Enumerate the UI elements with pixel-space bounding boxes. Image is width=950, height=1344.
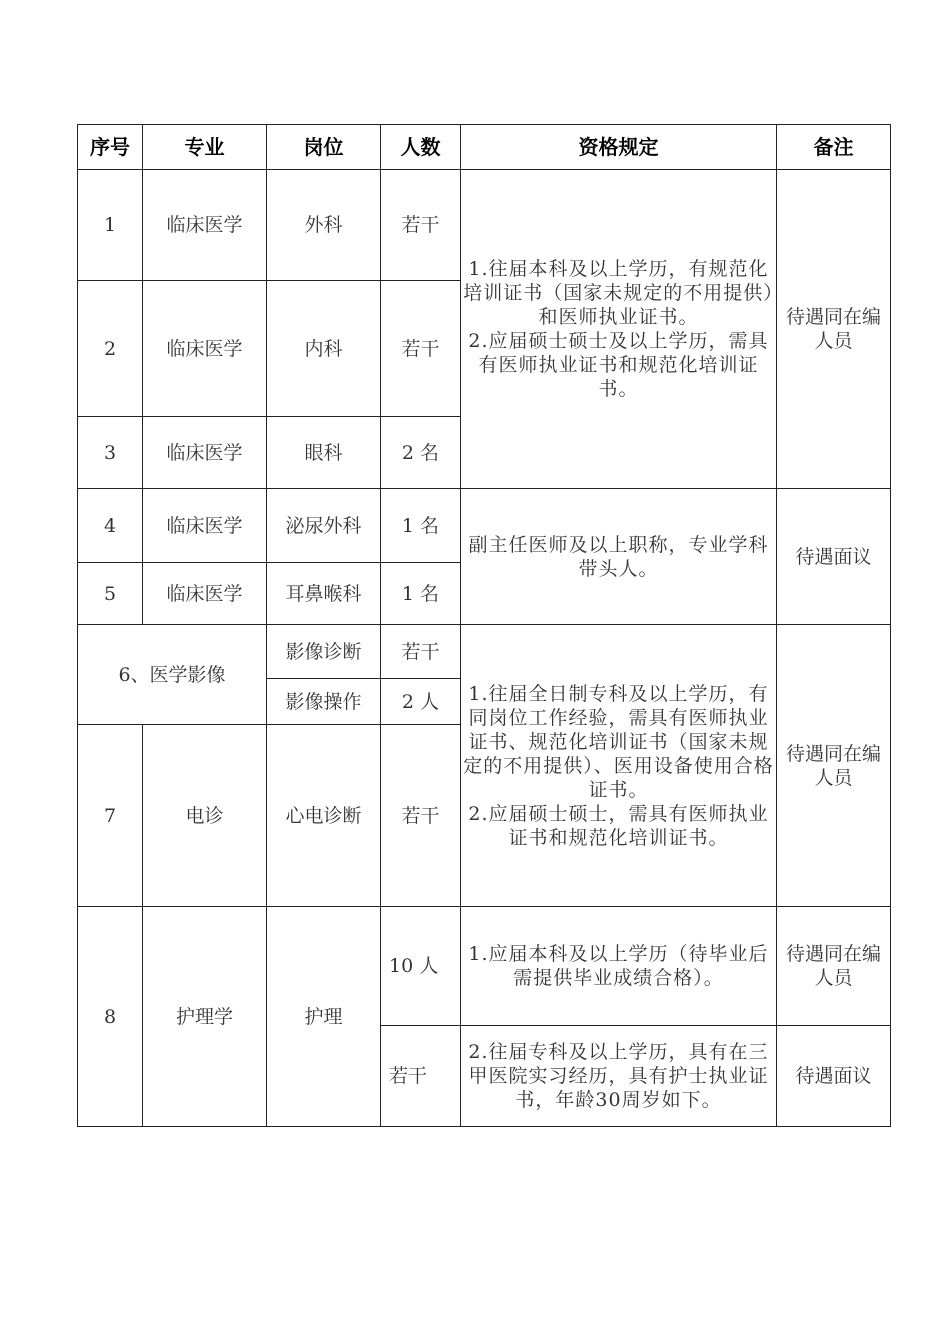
- count-cell: 2 名: [381, 417, 461, 489]
- post-cell: 心电诊断: [267, 725, 381, 907]
- count-cell: 若干: [381, 625, 461, 679]
- major-cell: 临床医学: [143, 170, 267, 281]
- row-number: 2: [78, 281, 143, 417]
- table-row: [78, 625, 891, 679]
- major-cell: 临床医学: [143, 281, 267, 417]
- post-cell: 外科: [267, 170, 381, 281]
- requirements-cell: [461, 170, 777, 489]
- requirements-cell: 2.往届专科及以上学历，具有在三甲医院实习经历，具有护士执业证书，年龄30周岁如下。: [461, 1026, 777, 1127]
- major-cell: 护理学: [143, 907, 267, 1127]
- row-number: 1: [78, 170, 143, 281]
- row-number: 3: [78, 417, 143, 489]
- header-row: [78, 125, 891, 170]
- note-cell: 待遇同在编人员: [777, 170, 891, 489]
- major-cell: 临床医学: [143, 563, 267, 625]
- row-number: 4: [78, 489, 143, 563]
- recruitment-table: [77, 124, 891, 1127]
- count-cell: 若干: [381, 170, 461, 281]
- requirement-line: 2.应届硕士硕士及以上学历，需具有医师执业证书和规范化培训证书。: [468, 330, 769, 400]
- row-number: 5: [78, 563, 143, 625]
- header-cell-notes: 备注: [777, 125, 891, 170]
- major-cell: 临床医学: [143, 417, 267, 489]
- post-cell: 影像操作: [267, 679, 381, 725]
- post-cell: 护理: [267, 907, 381, 1127]
- table-row: [78, 489, 891, 563]
- note-cell: 待遇同在编人员: [777, 625, 891, 907]
- table-row: [78, 170, 891, 281]
- requirement-line: 2.应届硕士硕士，需具有医师执业证书和规范化培训证书。: [468, 802, 769, 849]
- post-cell: 耳鼻喉科: [267, 563, 381, 625]
- count-cell: 1 名: [381, 489, 461, 563]
- requirements-cell: 1.应届本科及以上学历（待毕业后需提供毕业成绩合格）。: [461, 907, 777, 1026]
- major-cell: 电诊: [143, 725, 267, 907]
- count-cell: 10 人: [381, 907, 461, 1026]
- header-cell-requirements: 资格规定: [461, 125, 777, 170]
- major-cell: 临床医学: [143, 489, 267, 563]
- note-cell: 待遇同在编人员: [777, 907, 891, 1026]
- count-cell: 若干: [381, 1026, 461, 1127]
- post-cell: 内科: [267, 281, 381, 417]
- post-cell: 影像诊断: [267, 625, 381, 679]
- major-cell: 6、医学影像: [78, 625, 267, 725]
- table-row: [78, 907, 891, 1026]
- requirement-line: 1.往届本科及以上学历，有规范化培训证书（国家未规定的不用提供）和医师执业证书。: [463, 258, 774, 328]
- header-cell-post: 岗位: [267, 125, 381, 170]
- row-number: 7: [78, 725, 143, 907]
- count-cell: 若干: [381, 725, 461, 907]
- header-cell-major: 专业: [143, 125, 267, 170]
- note-cell: 待遇面议: [777, 1026, 891, 1127]
- post-cell: 泌尿外科: [267, 489, 381, 563]
- requirements-cell: 副主任医师及以上职称，专业学科带头人。: [461, 489, 777, 625]
- requirements-cell: [461, 625, 777, 907]
- header-cell-count: 人数: [381, 125, 461, 170]
- post-cell: 眼科: [267, 417, 381, 489]
- count-cell: 2 人: [381, 679, 461, 725]
- count-cell: 1 名: [381, 563, 461, 625]
- requirement-line: 1.往届全日制专科及以上学历，有同岗位工作经验，需具有医师执业证书、规范化培训证书（国家未规定的不用提供）、医用设备使用合格证书。: [463, 682, 774, 801]
- note-cell: 待遇面议: [777, 489, 891, 625]
- count-cell: 若干: [381, 281, 461, 417]
- row-number: 8: [78, 907, 143, 1127]
- header-cell-no: 序号: [78, 125, 143, 170]
